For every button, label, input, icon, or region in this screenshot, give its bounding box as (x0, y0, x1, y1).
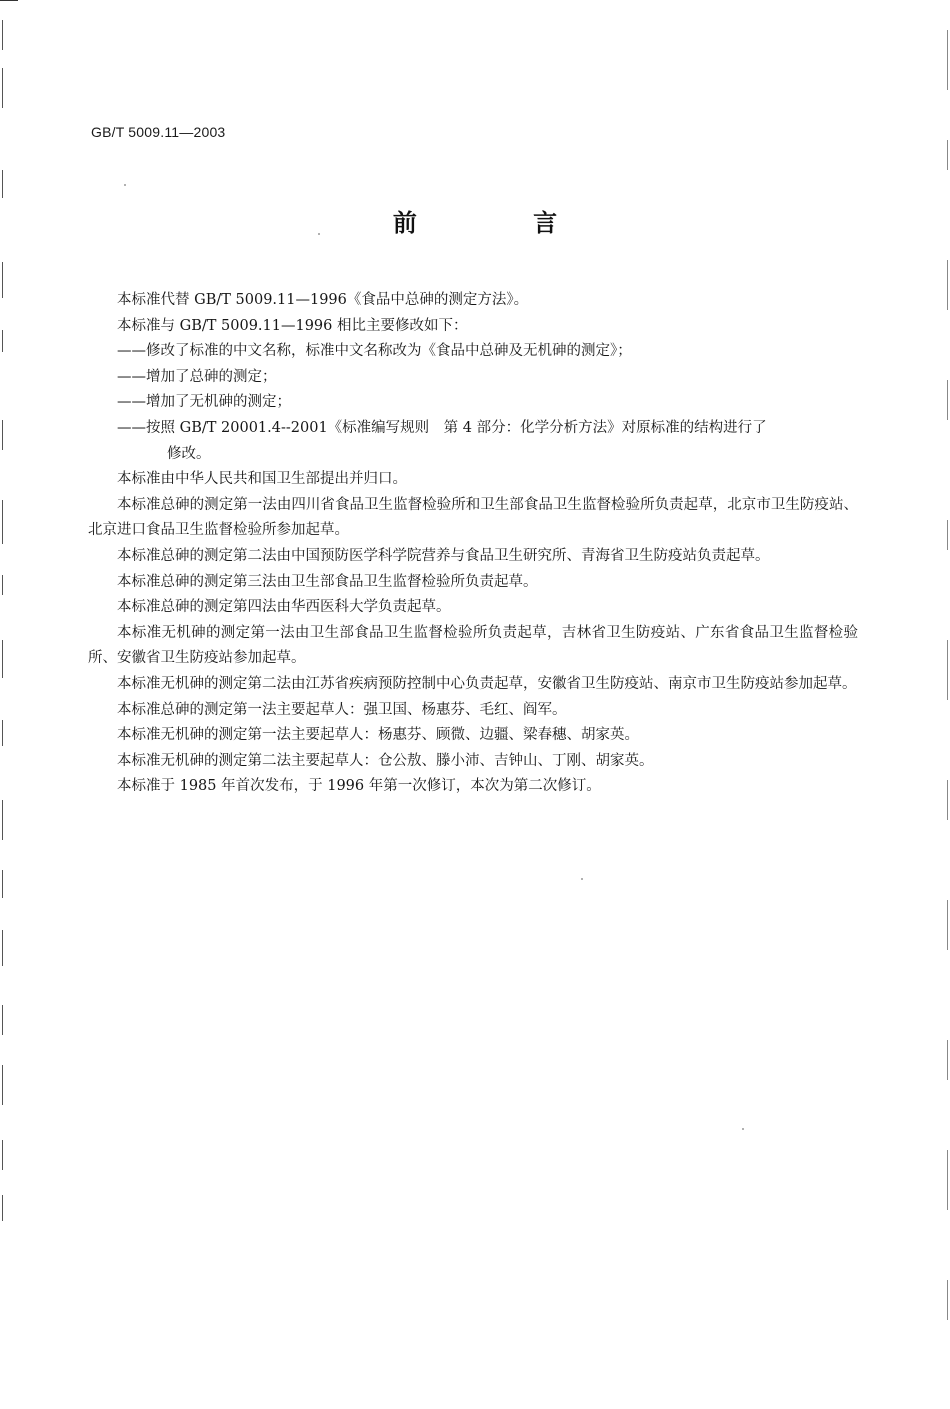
paragraph: 本标准由中华人民共和国卫生部提出并归口。 (117, 471, 407, 488)
change-item: ——修改了标准的中文名称，标准中文名称改为《食品中总砷及无机砷的测定》； (117, 343, 632, 360)
scan-speck (581, 878, 583, 880)
paragraph: 本标准总砷的测定第一法主要起草人：强卫国、杨惠芬、毛红、阎军。 (117, 701, 567, 718)
paragraph: 本标准无机砷的测定第二法主要起草人：仓公敖、滕小沛、吉钟山、丁刚、胡家英。 (117, 752, 654, 769)
paragraph: 本标准总砷的测定第一法由四川省食品卫生监督检验所和卫生部食品卫生监督检验所负责起草，北京市卫生防疫站、北京进口食品卫生监督检验所参加起草。 (88, 496, 858, 539)
paragraph: 本标准总砷的测定第四法由华西医科大学负责起草。 (117, 599, 451, 616)
paragraph: 本标准总砷的测定第三法由卫生部食品卫生监督检验所负责起草。 (117, 573, 538, 590)
change-item-line: ——按照 GB/T 20001.4--2001《标准编写规则 第 4 部分：化学分析方法》对原标准的结构进行了 (117, 419, 767, 436)
paragraph: 本标准总砷的测定第二法由中国预防医学科学院营养与食品卫生研究所、青海省卫生防疫站负责起草。 (117, 547, 770, 564)
paragraph: 本标准于 1985 年首次发布，于 1996 年第一次修订，本次为第二次修订。 (117, 778, 601, 795)
change-item: ——增加了无机砷的测定； (117, 394, 291, 411)
change-item-continuation: 修改。 (167, 445, 211, 462)
paragraph: 本标准代替 GB/T 5009.11—1996《食品中总砷的测定方法》。 (117, 292, 529, 308)
scan-speck (742, 1128, 744, 1130)
page-title: 前 言 (392, 209, 612, 237)
paragraph: 本标准与 GB/T 5009.11—1996 相比主要修改如下： (117, 317, 468, 334)
change-item: ——增加了总砷的测定； (117, 368, 277, 385)
scan-speck (124, 184, 126, 186)
foreword-body (88, 288, 858, 800)
standard-code: GB/T 5009.11—2003 (91, 124, 226, 140)
paragraph: 本标准无机砷的测定第二法由江苏省疾病预防控制中心负责起草，安徽省卫生防疫站、南京市卫生防疫站参加起草。 (117, 675, 857, 692)
paragraph: 本标准无机砷的测定第一法主要起草人：杨惠芬、顾微、边疆、梁春穗、胡家英。 (117, 727, 639, 744)
paragraph: 本标准无机砷的测定第一法由卫生部食品卫生监督检验所负责起草，吉林省卫生防疫站、广东省食品卫生监督检验所、安徽省卫生防疫站参加起草。 (88, 624, 858, 667)
change-item (88, 416, 858, 467)
